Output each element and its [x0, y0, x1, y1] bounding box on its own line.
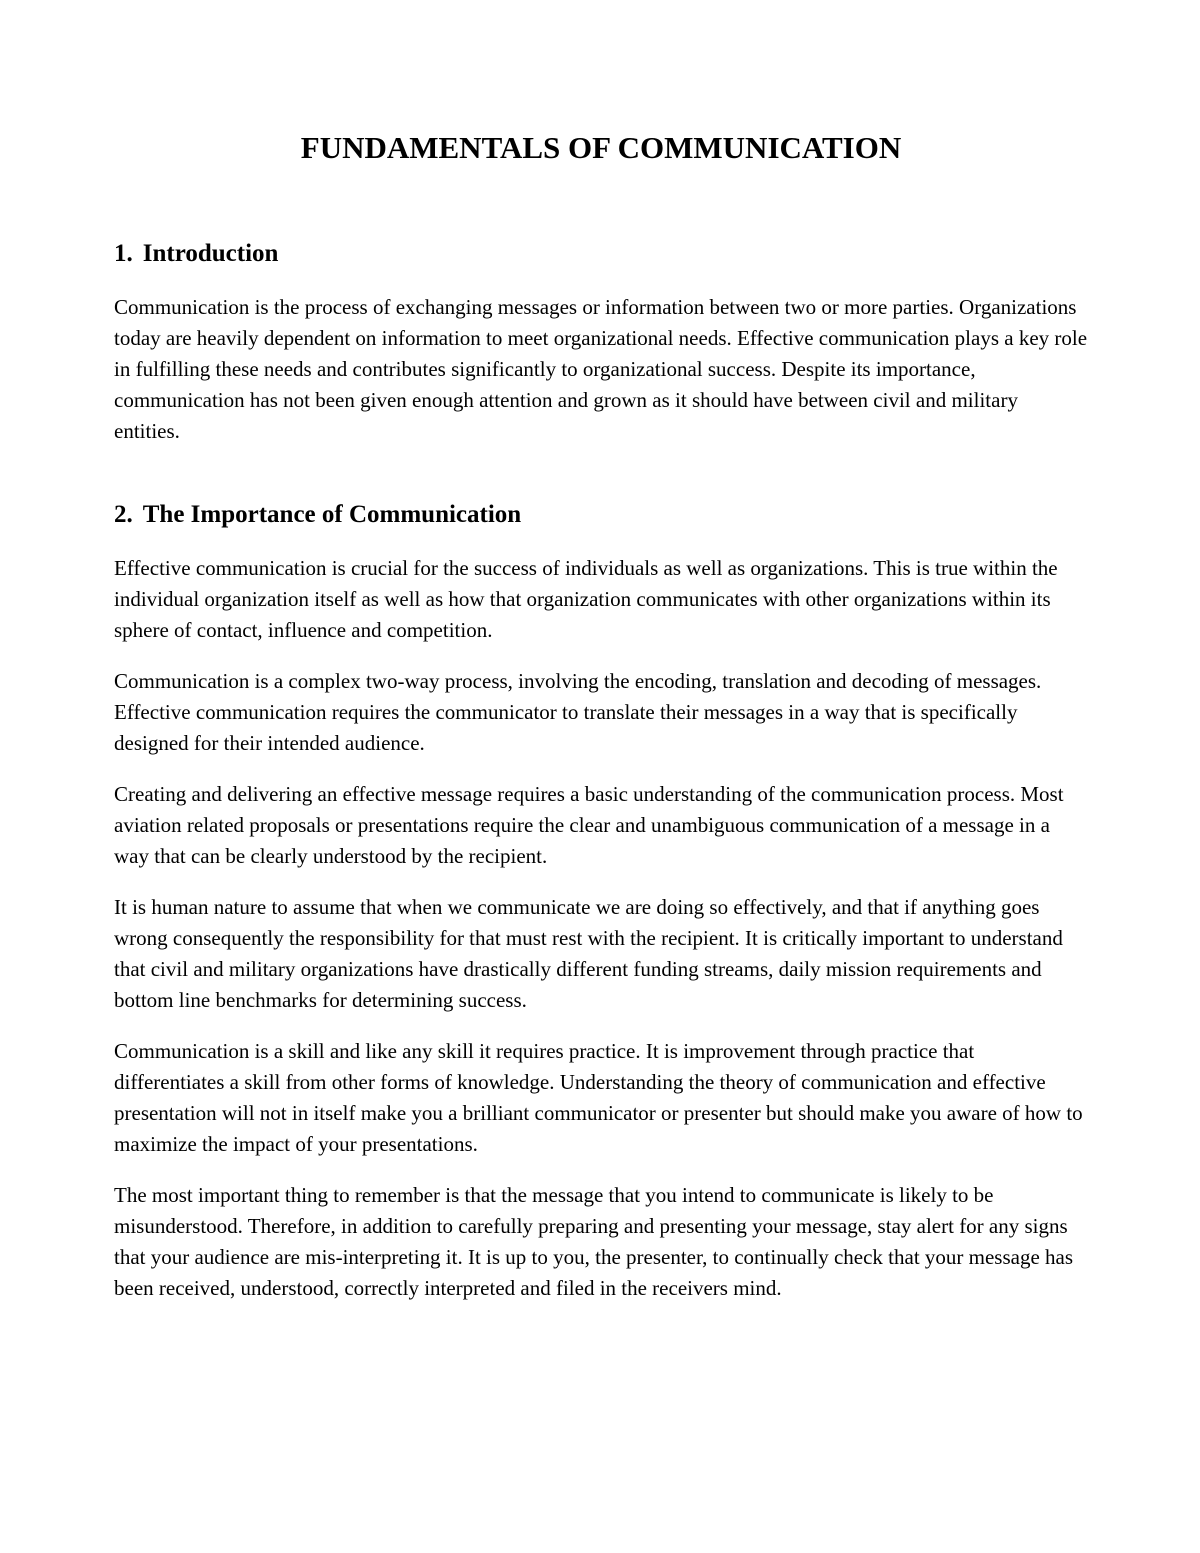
- section-heading-importance: [114, 497, 1088, 533]
- paragraph: Communication is the process of exchanging messages or information between two or more parties. Organizations today are heavily dependent on information to meet organizational needs. Effective communication plays a key role in fulfilling these needs and contributes significantly to organizational success. Despite its importance, communication has not been given enough attention and grown as it should have between civil and military entities.: [114, 295, 1088, 443]
- paragraph: Effective communication is crucial for the success of individuals as well as organizations. This is true within the individual organization itself as well as how that organization communicates with other organizations within its sphere of contact, influence and competition.: [114, 556, 1058, 642]
- section-number: 1.: [114, 240, 133, 267]
- paragraph: It is human nature to assume that when we communicate we are doing so effectively, and that if anything goes wrong consequently the responsibility for that must rest with the recipient. It is critically important to understand that civil and military organizations have drastically different funding streams, daily mission requirements and bottom line benchmarks for determining success.: [114, 895, 1063, 1012]
- paragraph: The most important thing to remember is that the message that you intend to communicate is likely to be misunderstood. Therefore, in addition to carefully preparing and presenting your message, stay alert for any signs that your audience are mis-interpreting it. It is up to you, the presenter, to continually check that your message has been received, understood, correctly interpreted and filed in the receivers mind.: [114, 1183, 1074, 1300]
- section-title: The Importance of Communication: [142, 501, 522, 528]
- section-number: 2.: [114, 501, 133, 528]
- section-heading-introduction: [114, 236, 1088, 272]
- paragraph: Creating and delivering an effective message requires a basic understanding of the communication process. Most aviation related proposals or presentations require the clear and unambiguous communication of a message in a way that can be clearly understood by the recipient.: [114, 782, 1064, 868]
- section-title: Introduction: [142, 240, 279, 267]
- document-title: FUNDAMENTALS OF COMMUNICATION: [300, 130, 902, 165]
- section-importance: [114, 497, 1088, 1304]
- paragraph: Communication is a skill and like any skill it requires practice. It is improvement through practice that differentiates a skill from other forms of knowledge. Understanding the theory of communication and effective presentation will not in itself make you a brilliant communicator or presenter but should make you aware of how to maximize the impact of your presentations.: [114, 1039, 1083, 1156]
- section-introduction: [114, 236, 1088, 447]
- paragraph: Communication is a complex two-way process, involving the encoding, translation and decoding of messages. Effective communication requires the communicator to translate their messages in a way that is specifically designed for their intended audience.: [114, 669, 1042, 755]
